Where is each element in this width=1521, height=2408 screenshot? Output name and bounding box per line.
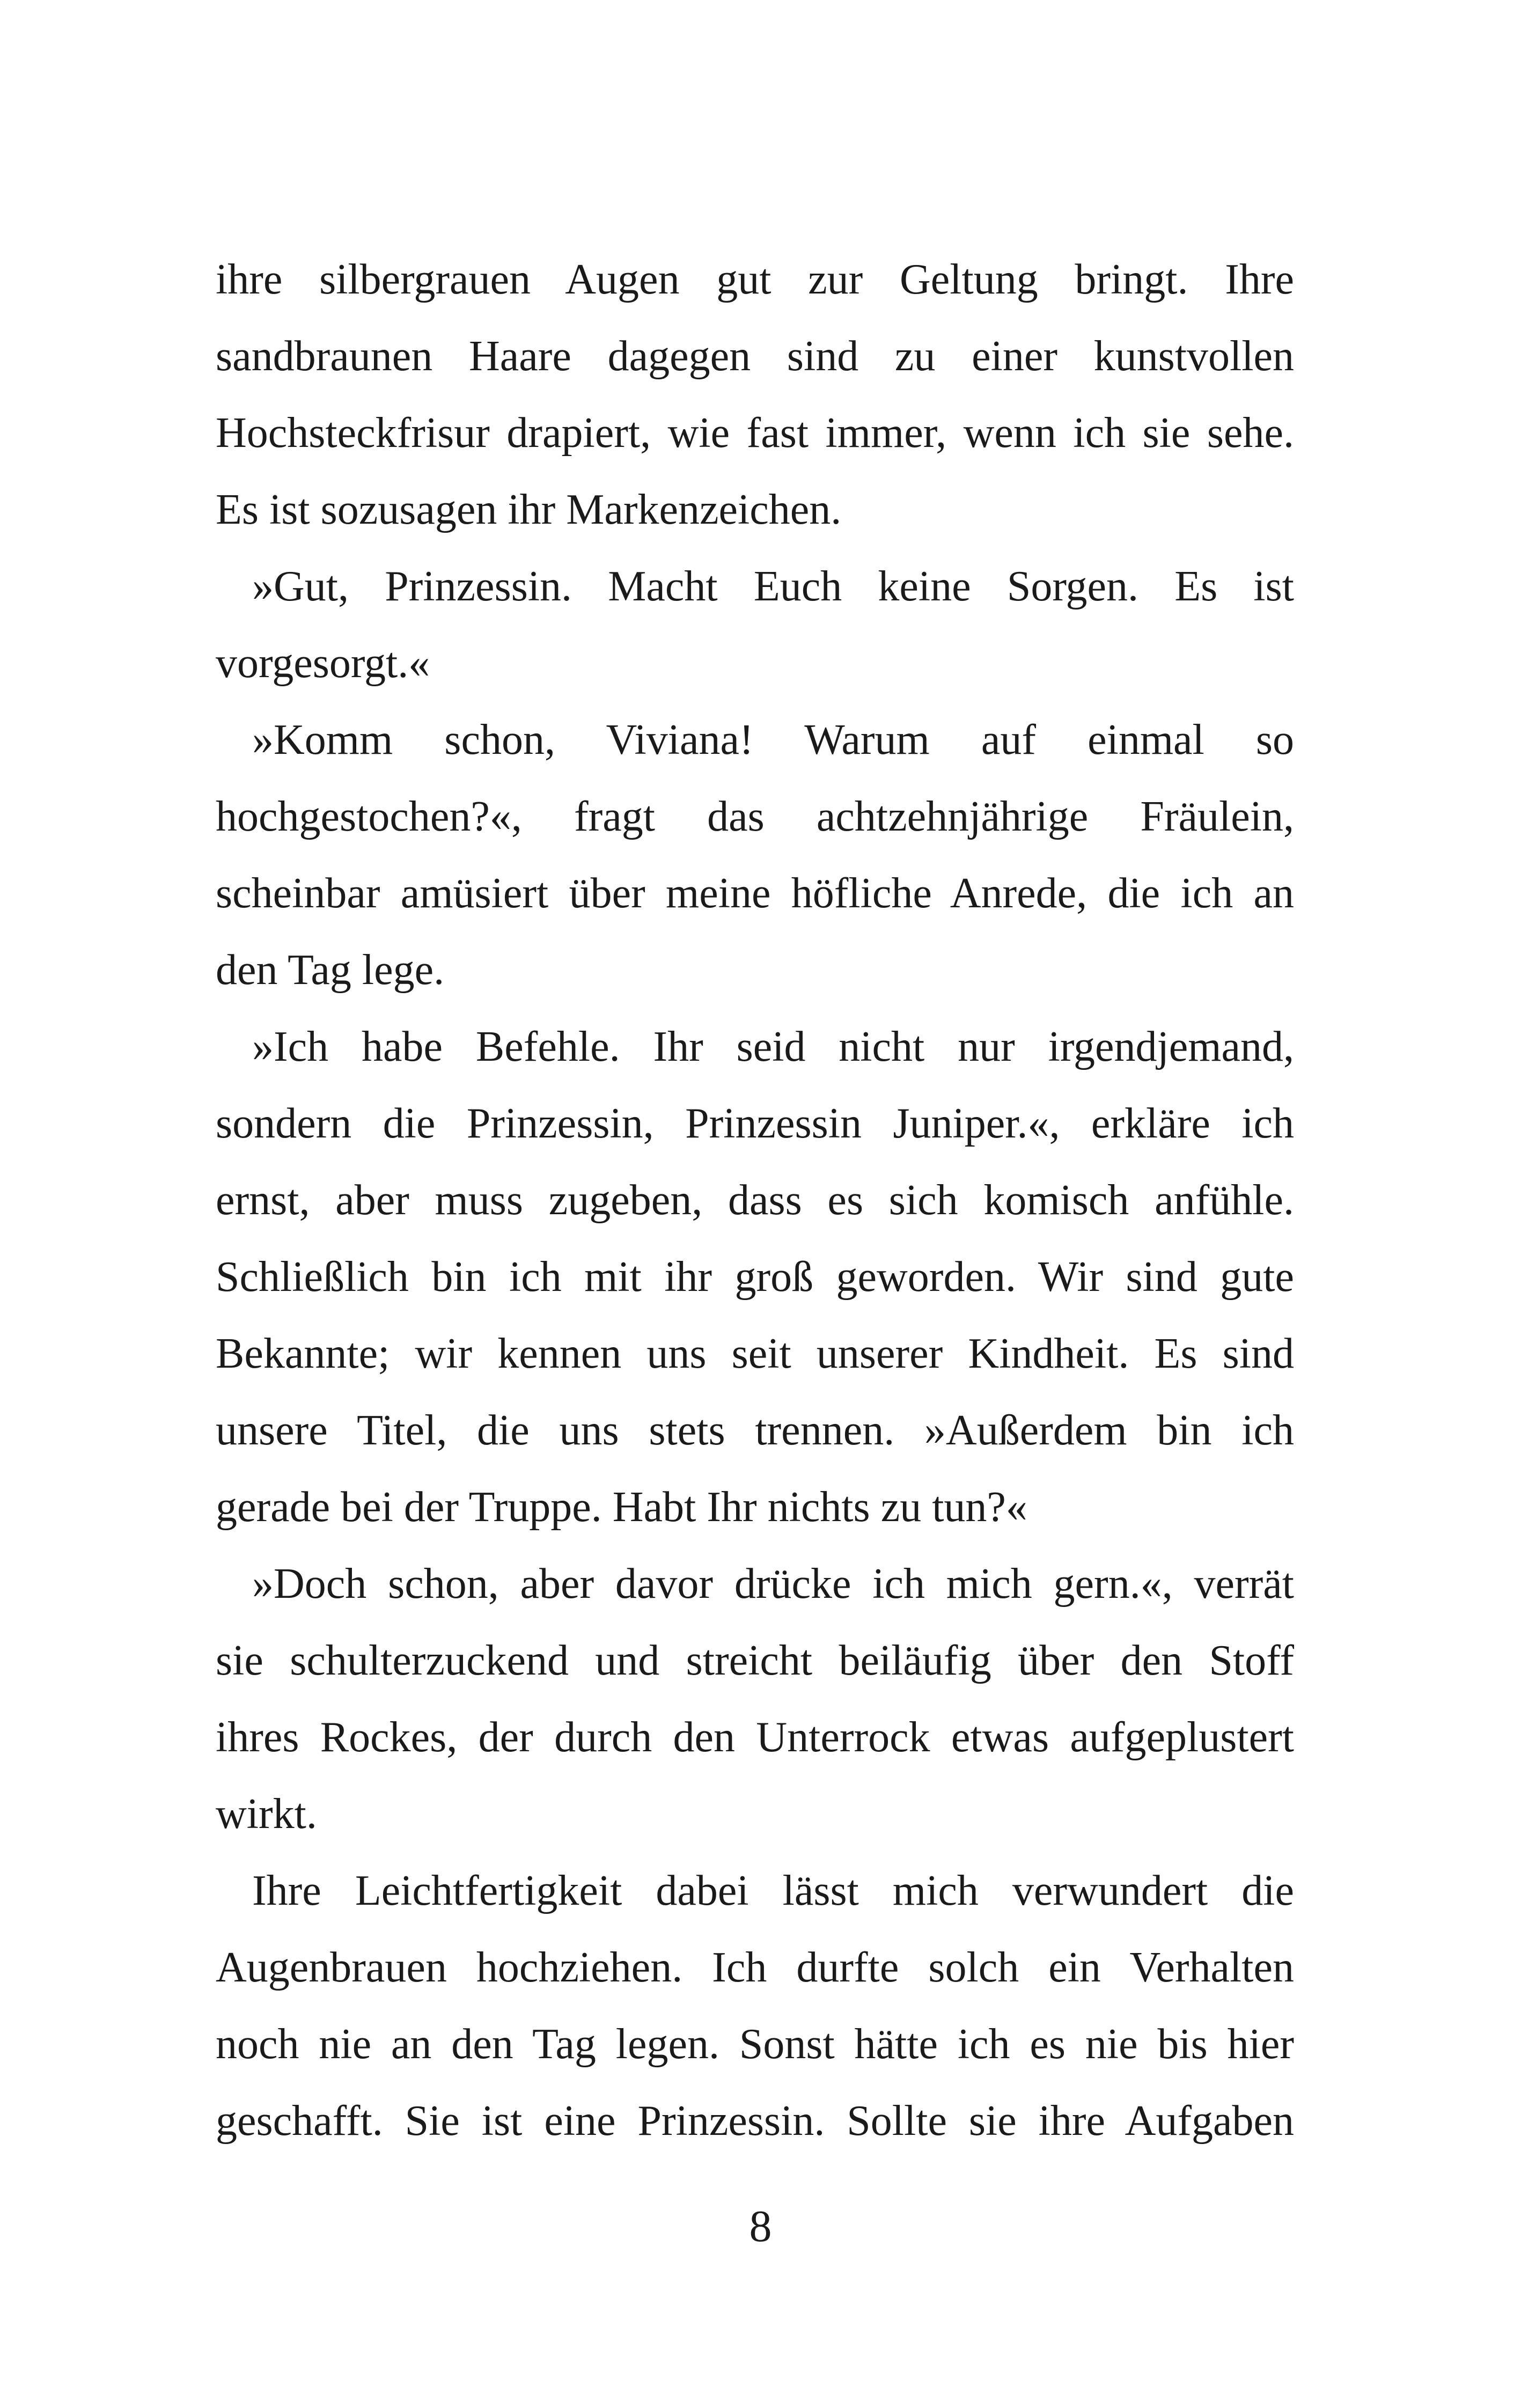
text-line: »Doch schon, aber davor drücke ich mich gern.«, verrät xyxy=(252,1560,1294,1607)
text-line: noch nie an den Tag legen. Sonst hätte ich es nie bis hier xyxy=(216,2021,1294,2068)
text-line: geschafft. Sie ist eine Prinzessin. Sollte sie ihre Aufgaben xyxy=(216,2097,1294,2145)
text-line: »Komm schon, Viviana! Warum auf einmal so xyxy=(252,716,1294,763)
text-line: ihres Rockes, der durch den Unterrock etwas aufgeplustert xyxy=(216,1714,1294,1761)
text-line: unsere Titel, die uns stets trennen. »Außerdem bin ich xyxy=(216,1407,1294,1454)
text-line: Ihre Leichtfertigkeit dabei lässt mich verwundert die xyxy=(252,1867,1294,1914)
text-line: scheinbar amüsiert über meine höfliche Anrede, die ich an xyxy=(216,870,1294,917)
body-text xyxy=(216,241,1294,2160)
text-line: Es ist sozusagen ihr Markenzeichen. xyxy=(216,486,842,533)
page-number: 8 xyxy=(749,2201,772,2251)
text-line: »Ich habe Befehle. Ihr seid nicht nur irgendjemand, xyxy=(252,1023,1294,1070)
text-line: sie schulterzuckend und streicht beiläufig über den Stoff xyxy=(216,1637,1294,1684)
text-line: hochgestochen?«, fragt das achtzehnjährige Fräulein, xyxy=(216,793,1294,840)
text-line: Augenbrauen hochziehen. Ich durfte solch ein Verhalten xyxy=(216,1944,1294,1991)
text-line: »Gut, Prinzessin. Macht Euch keine Sorgen. Es ist xyxy=(252,563,1294,610)
text-line: sandbraunen Haare dagegen sind zu einer kunstvollen xyxy=(216,333,1294,380)
text-line: Bekannte; wir kennen uns seit unserer Kindheit. Es sind xyxy=(216,1330,1294,1377)
text-line: gerade bei der Truppe. Habt Ihr nichts zu tun?« xyxy=(216,1484,1027,1531)
text-line: Hochsteckfrisur drapiert, wie fast immer, wenn ich sie sehe. xyxy=(216,409,1294,457)
text-line: vorgesorgt.« xyxy=(216,640,430,687)
text-line: ihre silbergrauen Augen gut zur Geltung bringt. Ihre xyxy=(216,256,1294,303)
text-line: sondern die Prinzessin, Prinzessin Juniper.«, erkläre ich xyxy=(216,1100,1294,1147)
text-line: ernst, aber muss zugeben, dass es sich komisch anfühle. xyxy=(216,1177,1294,1224)
text-line: den Tag lege. xyxy=(216,946,445,994)
text-line: Schließlich bin ich mit ihr groß geworden. Wir sind gute xyxy=(216,1253,1294,1301)
text-line: wirkt. xyxy=(216,1790,317,1838)
